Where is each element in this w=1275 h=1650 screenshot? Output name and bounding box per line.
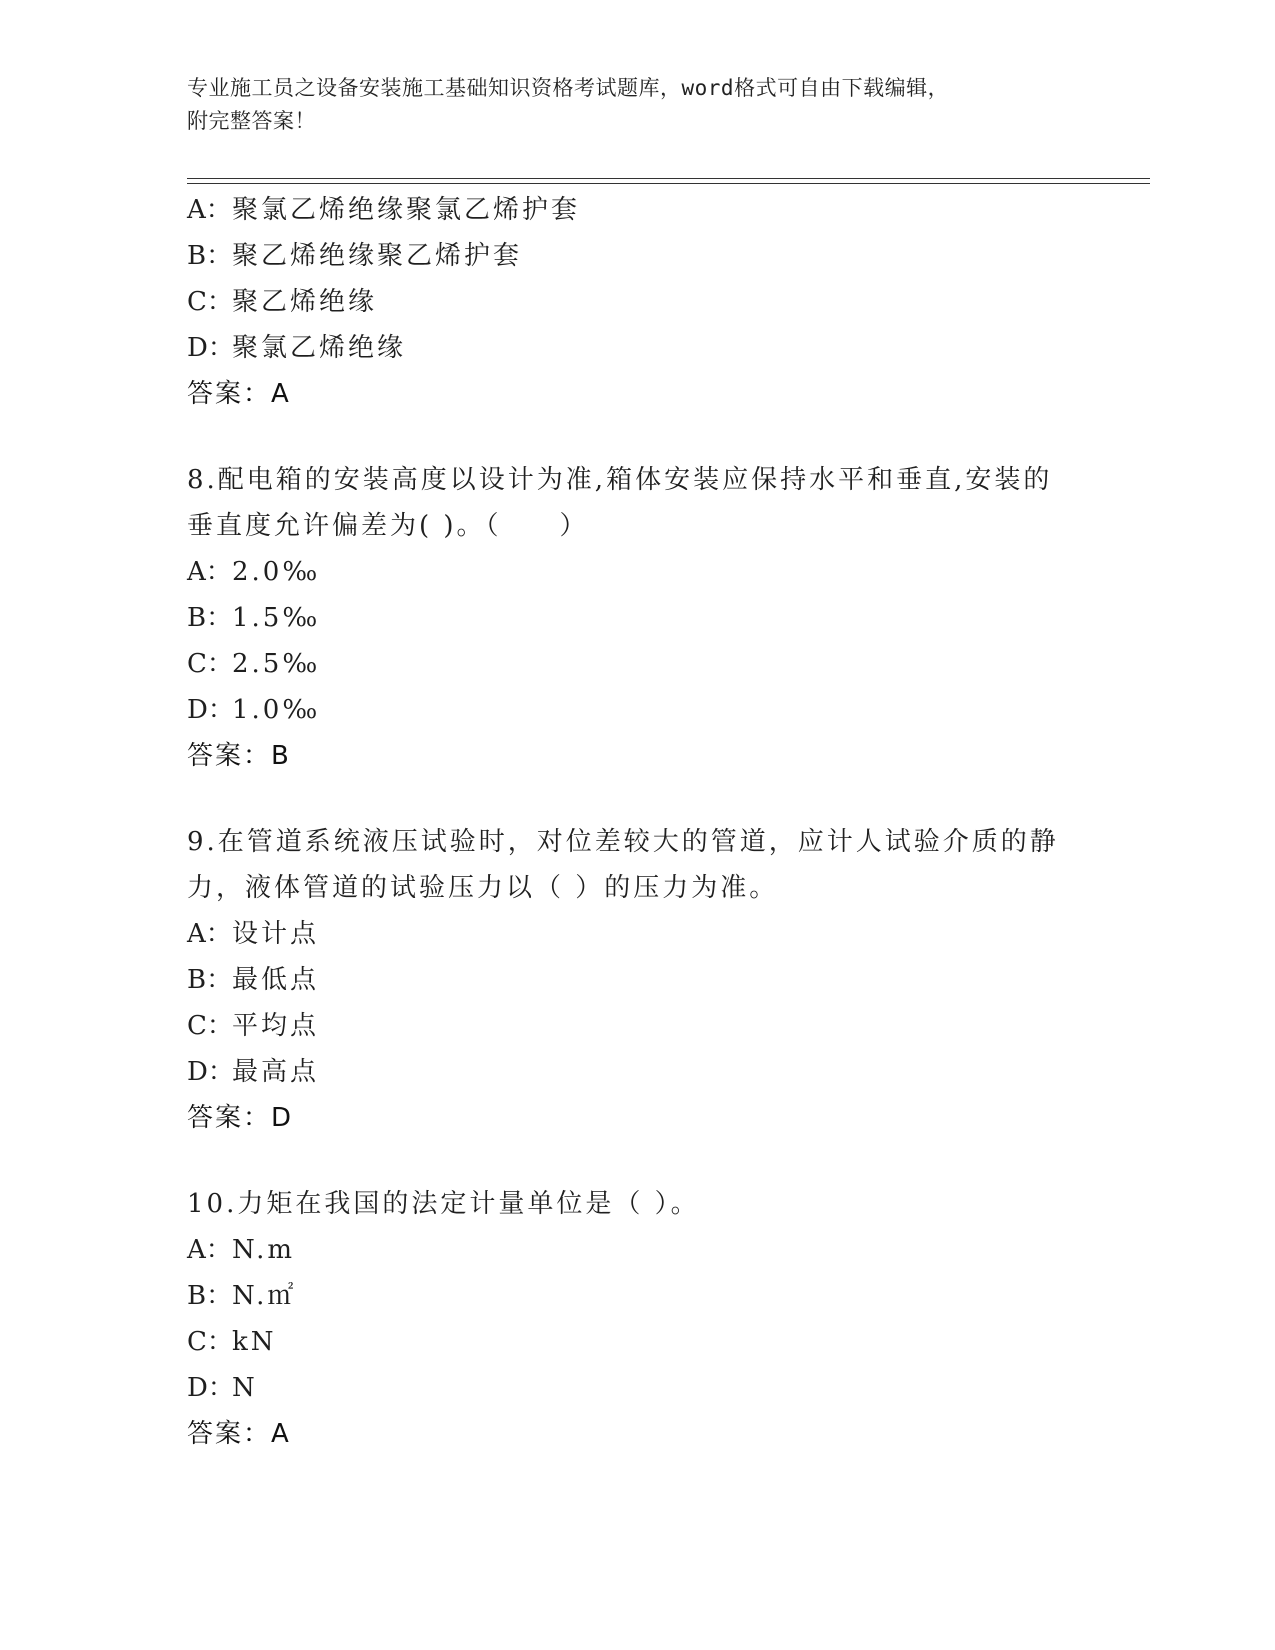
question-text (187, 819, 1087, 911)
option-text: N.m (232, 1235, 296, 1265)
option-d (187, 325, 1087, 371)
option-text: N (232, 1373, 258, 1403)
option-text: kN (232, 1327, 277, 1357)
question-text (187, 1181, 1087, 1227)
header-title-line-1: 专业施工员之设备安装施工基础知识资格考试题库，word格式可自由下载编辑， (187, 76, 950, 100)
option-d (187, 1365, 1087, 1411)
question-text-line-1: 9.在管道系统液压试验时，对位差较大的管道，应计人试验介质的静 (187, 827, 1059, 857)
option-letter: B： (187, 603, 233, 633)
option-d (187, 687, 1087, 733)
option-a (187, 911, 1087, 957)
option-text: 1.5‰ (232, 603, 321, 633)
option-a (187, 187, 1087, 233)
option-c (187, 279, 1087, 325)
option-letter: C： (187, 649, 233, 679)
option-letter: C： (187, 287, 233, 317)
option-d (187, 1049, 1087, 1095)
option-letter: D： (187, 1057, 234, 1087)
option-text: 平均点 (232, 1011, 320, 1041)
page-header (187, 72, 1067, 138)
option-letter: A： (187, 557, 232, 587)
option-letter: A： (187, 1235, 232, 1265)
question-text-line-2: 垂直度允许偏差为( )。（ ） (187, 511, 589, 541)
question-list (187, 187, 1087, 1457)
option-letter: D： (187, 333, 234, 363)
option-letter: B： (187, 1281, 233, 1311)
option-b (187, 595, 1087, 641)
option-text: 2.5‰ (232, 649, 321, 679)
option-letter: D： (187, 695, 234, 725)
option-text: 最低点 (232, 965, 320, 995)
option-letter: C： (187, 1327, 233, 1357)
option-b (187, 957, 1087, 1003)
option-letter: D： (187, 1373, 234, 1403)
question-text-line-1: 10.力矩在我国的法定计量单位是（ ）。 (187, 1189, 700, 1219)
option-letter: A： (187, 195, 232, 225)
option-letter: B： (187, 965, 233, 995)
question-8 (187, 457, 1087, 779)
option-b (187, 1273, 1087, 1319)
spacer (187, 779, 1087, 819)
answer: 答案：A (187, 379, 291, 409)
option-text: 设计点 (232, 919, 320, 949)
option-text: 1.0‰ (232, 695, 321, 725)
header-title-line-2: 附完整答案！ (187, 109, 316, 133)
question-text (187, 457, 1087, 549)
option-c (187, 1003, 1087, 1049)
question-7 (187, 187, 1087, 417)
option-text: 2.0‰ (232, 557, 321, 587)
option-text: 聚氯乙烯绝缘聚氯乙烯护套 (232, 195, 581, 225)
option-text: N.㎡ (232, 1281, 297, 1311)
option-text: 聚乙烯绝缘聚乙烯护套 (232, 241, 523, 271)
question-text-line-1: 8.配电箱的安装高度以设计为准,箱体安装应保持水平和垂直,安装的 (187, 465, 1053, 495)
option-letter: A： (187, 919, 232, 949)
option-text: 聚乙烯绝缘 (232, 287, 378, 317)
question-text-line-2: 力，液体管道的试验压力以（ ）的压力为准。 (187, 873, 779, 903)
option-text: 最高点 (232, 1057, 320, 1087)
answer: 答案：D (187, 1103, 294, 1133)
option-text: 聚氯乙烯绝缘 (232, 333, 407, 363)
option-a (187, 549, 1087, 595)
answer: 答案：B (187, 741, 291, 771)
answer: 答案：A (187, 1419, 291, 1449)
option-c (187, 1319, 1087, 1365)
header-divider-top (187, 178, 1150, 179)
option-b (187, 233, 1087, 279)
option-letter: C： (187, 1011, 233, 1041)
option-c (187, 641, 1087, 687)
option-a (187, 1227, 1087, 1273)
question-9 (187, 819, 1087, 1141)
question-10 (187, 1181, 1087, 1457)
spacer (187, 1141, 1087, 1181)
option-letter: B： (187, 241, 233, 271)
header-divider-bottom (187, 183, 1150, 184)
spacer (187, 417, 1087, 457)
